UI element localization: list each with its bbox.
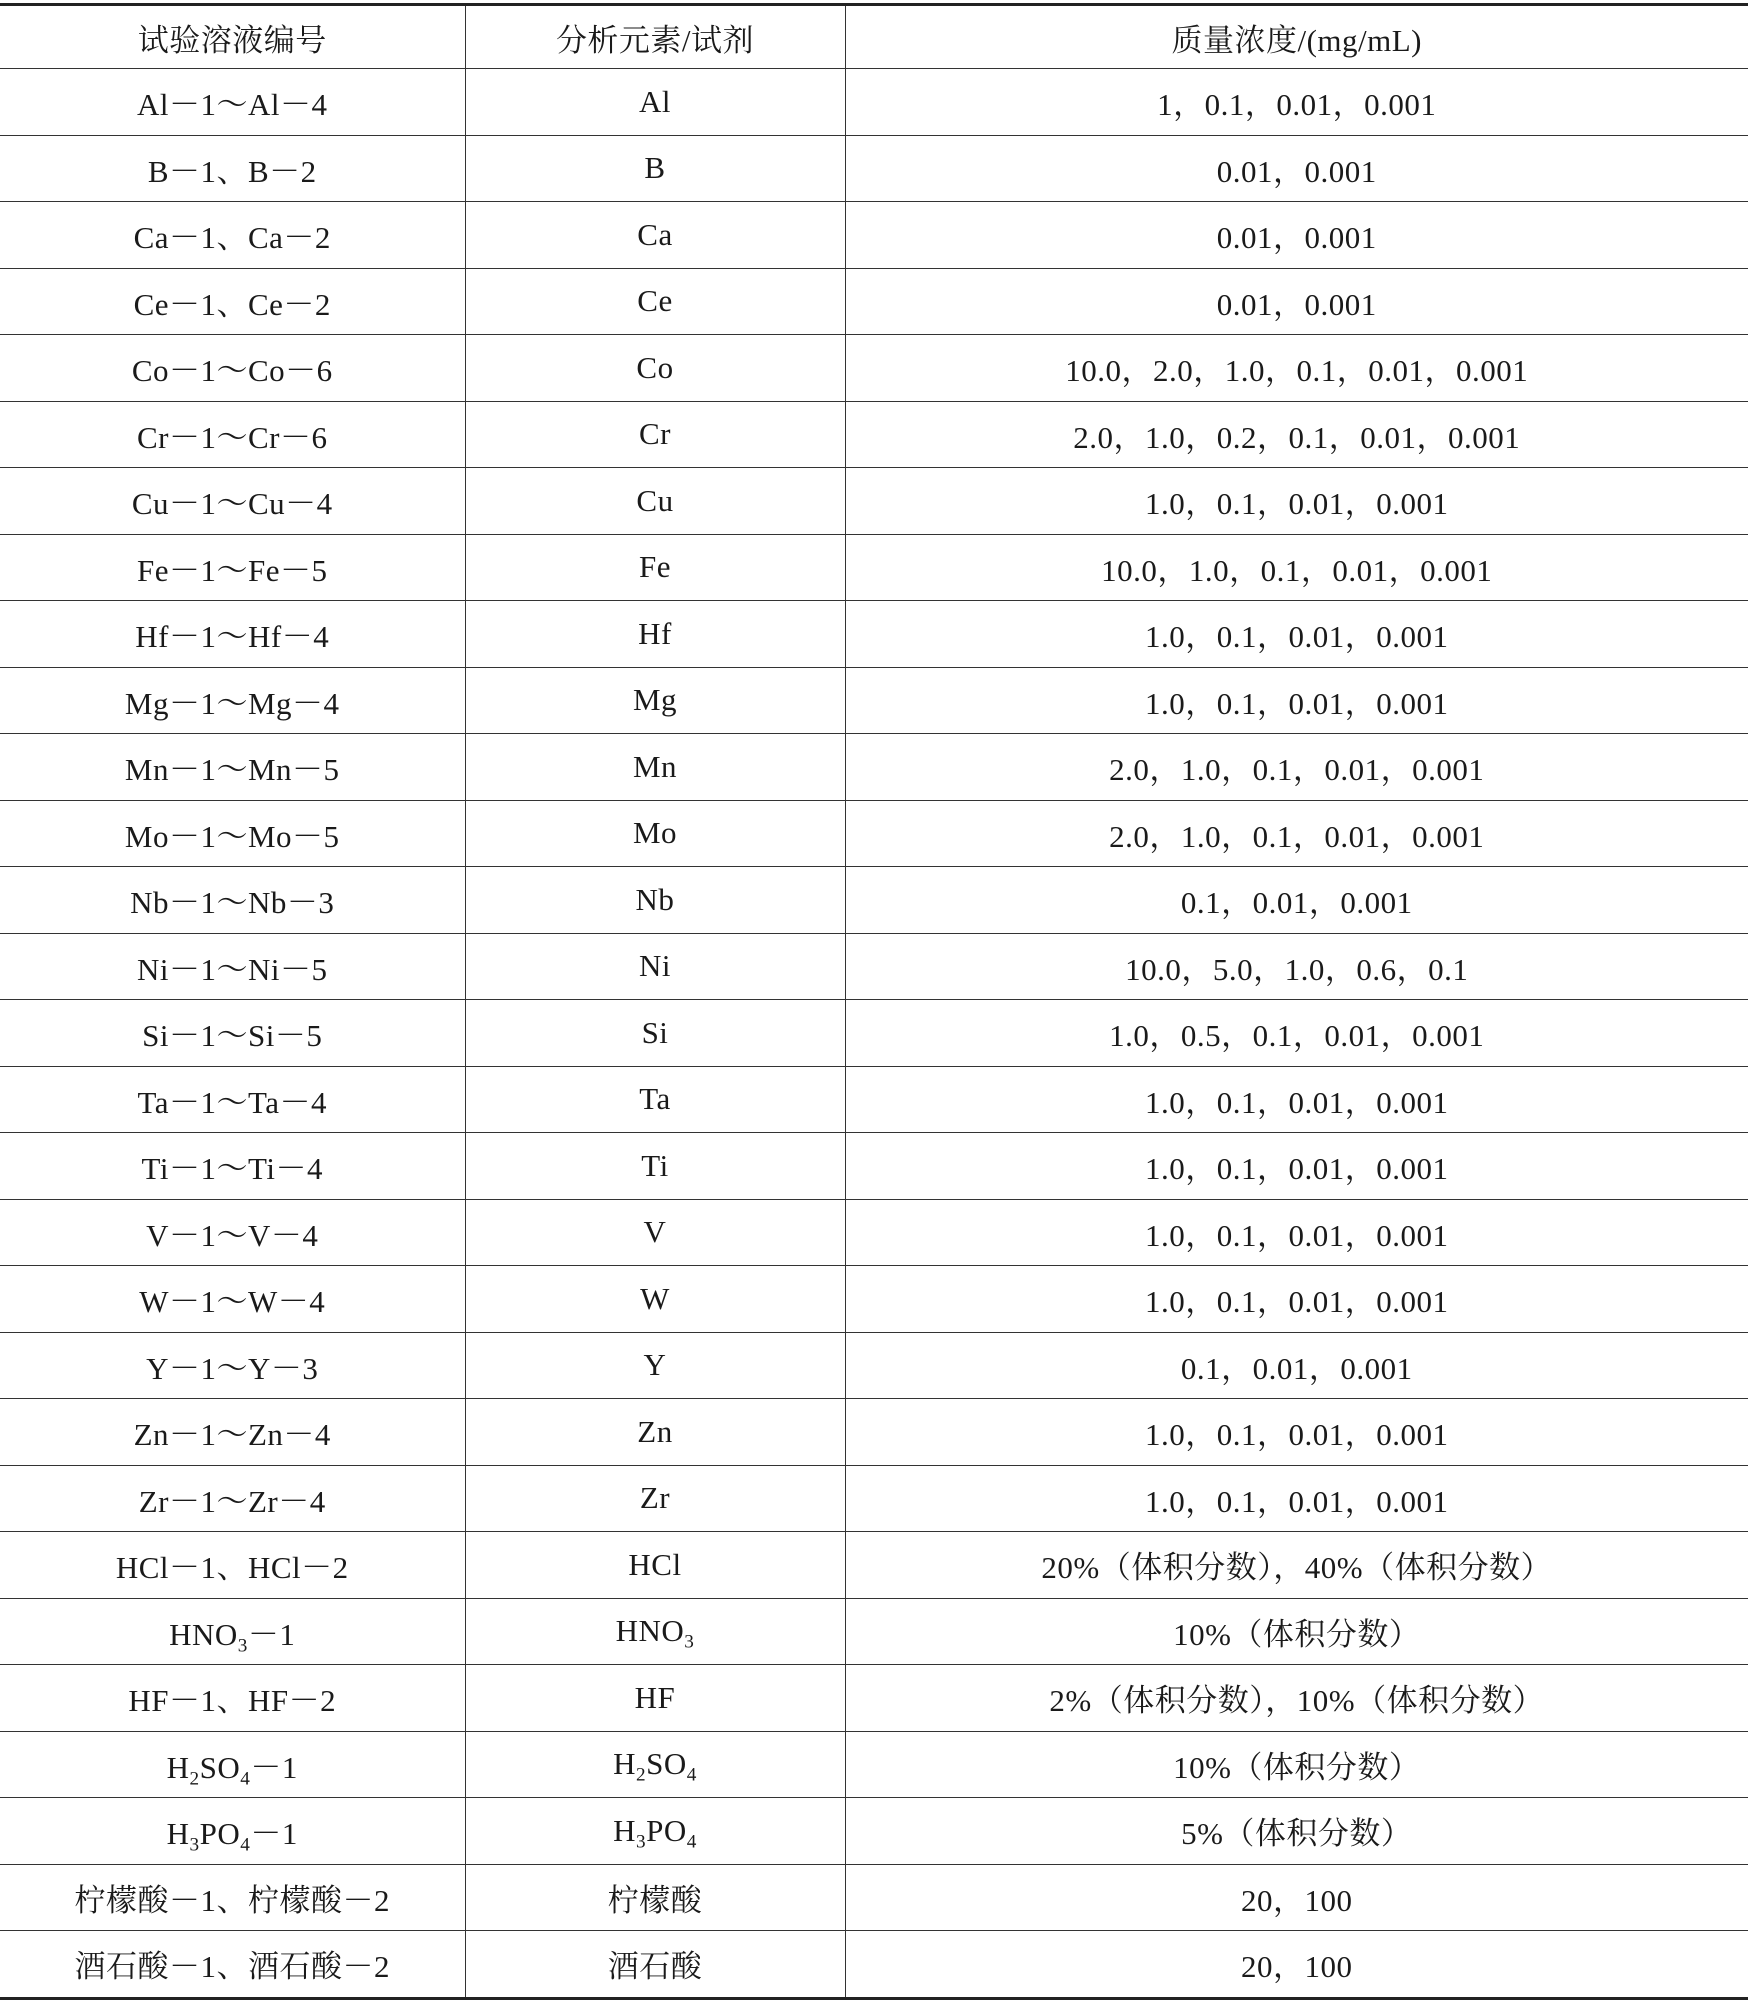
cell-element: Zr — [465, 1465, 845, 1532]
cell-solution-id: Mg－1～Mg－4 — [0, 667, 465, 734]
cell-concentration: 0.1，0.01，0.001 — [845, 867, 1748, 934]
table-row — [0, 1465, 1748, 1532]
cell-concentration: 10.0，5.0，1.0，0.6，0.1 — [845, 933, 1748, 1000]
cell-element: Cr — [465, 401, 845, 468]
cell-element: $H_2SO_4$ — [465, 1731, 845, 1798]
cell-concentration: 1.0，0.1，0.01，0.001 — [845, 1066, 1748, 1133]
cell-concentration: 2.0，1.0，0.1，0.01，0.001 — [845, 734, 1748, 801]
cell-solution-id: Y－1～Y－3 — [0, 1332, 465, 1399]
table-row — [0, 202, 1748, 269]
cell-concentration: 20，100 — [845, 1864, 1748, 1931]
cell-element: Fe — [465, 534, 845, 601]
cell-element: $H_3PO_4$ — [465, 1798, 845, 1865]
cell-element: Y — [465, 1332, 845, 1399]
cell-solution-id: $H_3PO_4-1$ — [0, 1798, 465, 1865]
table-row — [0, 867, 1748, 934]
table-row — [0, 1798, 1748, 1865]
cell-concentration: 0.01，0.001 — [845, 202, 1748, 269]
cell-element: HF — [465, 1665, 845, 1732]
table-row — [0, 1000, 1748, 1067]
cell-solution-id: $H_2SO_4-1$ — [0, 1731, 465, 1798]
table-row — [0, 1133, 1748, 1200]
cell-solution-id: Nb－1～Nb－3 — [0, 867, 465, 934]
cell-element: Mg — [465, 667, 845, 734]
header-element-reagent: 分析元素/试剂 — [465, 5, 845, 69]
cell-solution-id: Ta－1～Ta－4 — [0, 1066, 465, 1133]
cell-element: Ca — [465, 202, 845, 269]
table-row — [0, 1532, 1748, 1599]
header-mass-concentration: 质量浓度/(mg/mL) — [845, 5, 1748, 69]
cell-solution-id: Hf－1～Hf－4 — [0, 601, 465, 668]
cell-concentration: 1.0，0.1，0.01，0.001 — [845, 1399, 1748, 1466]
cell-concentration: 20，100 — [845, 1931, 1748, 1999]
cell-solution-id: Zn－1～Zn－4 — [0, 1399, 465, 1466]
table-row — [0, 1399, 1748, 1466]
table-row — [0, 734, 1748, 801]
cell-solution-id: Ti－1～Ti－4 — [0, 1133, 465, 1200]
cell-solution-id: Cr－1～Cr－6 — [0, 401, 465, 468]
table-row — [0, 1864, 1748, 1931]
cell-element: 柠檬酸 — [465, 1864, 845, 1931]
cell-element: Al — [465, 69, 845, 136]
cell-concentration: 1.0，0.5，0.1，0.01，0.001 — [845, 1000, 1748, 1067]
table-row — [0, 1731, 1748, 1798]
header-row — [0, 5, 1748, 69]
cell-solution-id: Co－1～Co－6 — [0, 335, 465, 402]
table-row — [0, 1066, 1748, 1133]
cell-concentration: 0.01，0.001 — [845, 135, 1748, 202]
cell-solution-id: 酒石酸－1、酒石酸－2 — [0, 1931, 465, 1999]
cell-concentration: 5%（体积分数） — [845, 1798, 1748, 1865]
cell-solution-id: $HNO_3-1$ — [0, 1598, 465, 1665]
cell-element: Cu — [465, 468, 845, 535]
table-row — [0, 135, 1748, 202]
table-row — [0, 268, 1748, 335]
cell-concentration: 1.0，0.1，0.01，0.001 — [845, 601, 1748, 668]
cell-concentration: 1.0，0.1，0.01，0.001 — [845, 1133, 1748, 1200]
cell-concentration: 0.1，0.01，0.001 — [845, 1332, 1748, 1399]
table-row — [0, 401, 1748, 468]
cell-solution-id: Mo－1～Mo－5 — [0, 800, 465, 867]
cell-element: Ce — [465, 268, 845, 335]
cell-solution-id: HF－1、HF－2 — [0, 1665, 465, 1732]
cell-concentration: 0.01，0.001 — [845, 268, 1748, 335]
cell-solution-id: Fe－1～Fe－5 — [0, 534, 465, 601]
cell-element: V — [465, 1199, 845, 1266]
cell-solution-id: Cu－1～Cu－4 — [0, 468, 465, 535]
cell-concentration: 1.0，0.1，0.01，0.001 — [845, 468, 1748, 535]
table-row — [0, 933, 1748, 1000]
cell-concentration: 1.0，0.1，0.01，0.001 — [845, 1199, 1748, 1266]
cell-solution-id: V－1～V－4 — [0, 1199, 465, 1266]
table-header — [0, 5, 1748, 69]
table-row — [0, 1332, 1748, 1399]
cell-element: Nb — [465, 867, 845, 934]
cell-element: Mo — [465, 800, 845, 867]
cell-concentration: 1.0，0.1，0.01，0.001 — [845, 667, 1748, 734]
cell-solution-id: Mn－1～Mn－5 — [0, 734, 465, 801]
table-row — [0, 534, 1748, 601]
cell-concentration: 2.0，1.0，0.2，0.1，0.01，0.001 — [845, 401, 1748, 468]
cell-concentration: 20%（体积分数），40%（体积分数） — [845, 1532, 1748, 1599]
cell-solution-id: 柠檬酸－1、柠檬酸－2 — [0, 1864, 465, 1931]
table-row — [0, 335, 1748, 402]
cell-solution-id: Ce－1、Ce－2 — [0, 268, 465, 335]
cell-solution-id: HCl－1、HCl－2 — [0, 1532, 465, 1599]
cell-concentration: 2%（体积分数），10%（体积分数） — [845, 1665, 1748, 1732]
table-body — [0, 69, 1748, 1999]
cell-concentration: 10%（体积分数） — [845, 1598, 1748, 1665]
cell-solution-id: Ca－1、Ca－2 — [0, 202, 465, 269]
table-row — [0, 1665, 1748, 1732]
cell-element: B — [465, 135, 845, 202]
cell-element: Zn — [465, 1399, 845, 1466]
header-solution-id: 试验溶液编号 — [0, 5, 465, 69]
table-row — [0, 1199, 1748, 1266]
table-row — [0, 468, 1748, 535]
solution-table — [0, 3, 1748, 2000]
cell-element: $HNO_3$ — [465, 1598, 845, 1665]
cell-solution-id: Si－1～Si－5 — [0, 1000, 465, 1067]
cell-element: Co — [465, 335, 845, 402]
cell-element: Ta — [465, 1066, 845, 1133]
table-row — [0, 1931, 1748, 1999]
cell-element: Hf — [465, 601, 845, 668]
table-row — [0, 667, 1748, 734]
cell-element: Si — [465, 1000, 845, 1067]
cell-concentration: 10%（体积分数） — [845, 1731, 1748, 1798]
table-row — [0, 1266, 1748, 1333]
cell-concentration: 10.0，1.0，0.1，0.01，0.001 — [845, 534, 1748, 601]
table-row — [0, 601, 1748, 668]
cell-concentration: 1.0，0.1，0.01，0.001 — [845, 1266, 1748, 1333]
cell-solution-id: Zr－1～Zr－4 — [0, 1465, 465, 1532]
cell-concentration: 1，0.1，0.01，0.001 — [845, 69, 1748, 136]
cell-concentration: 10.0，2.0，1.0，0.1，0.01，0.001 — [845, 335, 1748, 402]
cell-element: HCl — [465, 1532, 845, 1599]
table-row — [0, 69, 1748, 136]
cell-element: W — [465, 1266, 845, 1333]
cell-solution-id: Ni－1～Ni－5 — [0, 933, 465, 1000]
cell-concentration: 1.0，0.1，0.01，0.001 — [845, 1465, 1748, 1532]
cell-solution-id: Al－1～Al－4 — [0, 69, 465, 136]
cell-concentration: 2.0，1.0，0.1，0.01，0.001 — [845, 800, 1748, 867]
cell-solution-id: B－1、B－2 — [0, 135, 465, 202]
cell-solution-id: W－1～W－4 — [0, 1266, 465, 1333]
cell-element: Ni — [465, 933, 845, 1000]
cell-element: 酒石酸 — [465, 1931, 845, 1999]
cell-element: Mn — [465, 734, 845, 801]
table-row — [0, 800, 1748, 867]
cell-element: Ti — [465, 1133, 845, 1200]
table-row — [0, 1598, 1748, 1665]
